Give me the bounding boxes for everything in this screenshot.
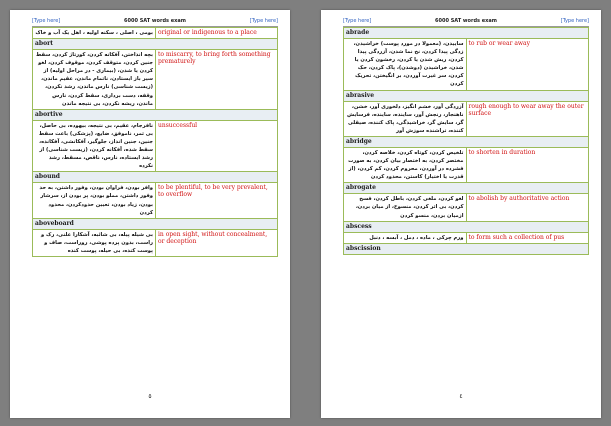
english-definition: original or indigenous to a place (156, 28, 278, 39)
vocab-word: abscission (344, 243, 589, 254)
table-row (344, 101, 589, 136)
page-number: ٤ (459, 393, 463, 400)
table-row (344, 39, 589, 91)
vocab-word: abound (33, 172, 278, 183)
page-header (343, 17, 589, 27)
header-title: 6000 SAT words exam (124, 18, 186, 24)
english-definition: rough enough to wear away the outer surface (466, 101, 589, 136)
vocab-table (343, 27, 589, 255)
vocab-word: abort (33, 39, 278, 50)
table-row (33, 229, 278, 256)
vocab-word: abrogate (344, 183, 589, 194)
table-row (33, 120, 278, 172)
word-row (344, 90, 589, 101)
english-definition: to miscarry, to bring forth something prematurely (156, 50, 278, 110)
word-row (344, 28, 589, 39)
english-definition: in open sight, without concealment, or deception (156, 229, 278, 256)
english-definition: to form such a collection of pus (466, 232, 589, 243)
english-definition: unsuccessful (156, 120, 278, 172)
persian-definition: ساییدن، (معمولا در مورد پوست) خراشیدن، زدگی پیدا کردن، نخ نما شدن، آزردگی پیدا کردن، ریش شدن یا کردن، رخشون کردن یا شدن، خراشیدن (دوشدن)، پاک کردن، حک کردن، سر غیرت آوردن، بر انگیختن، تحریک کردن (344, 39, 467, 91)
word-row (344, 183, 589, 194)
word-row (33, 172, 278, 183)
header-right-placeholder[interactable]: [Type here] (560, 18, 589, 24)
vocab-word: aboveboard (33, 218, 278, 229)
english-definition: to be plentiful, to be very prevalent, to overflow (156, 183, 278, 218)
persian-definition: بی شیله پیله، بی شائبه، آشکارا علنی، رک و راست، بدون پرده پوشی، روراست، صاف و پوست کنده، بی حیله، پوست کنده (33, 229, 156, 256)
document-page-right (321, 10, 601, 418)
page-header (32, 17, 278, 27)
persian-definition: تلخیص کردن، کوتاه کردن، خلاصه کردن، مختصر کردن، به اختصار بیان کردن، به صورت فشرده در آوردن، محروم کردن، کم کردن، (از قدرت یا اختیار) کاستن، محدود کردن (344, 147, 467, 182)
english-definition: to shorten in duration (466, 147, 589, 182)
header-left-placeholder[interactable]: [Type here] (343, 18, 372, 24)
vocab-word: abrasive (344, 90, 589, 101)
persian-definition: نافرجام، عقیم، بی نتیجه، بیهوده، بی حاصل، بی ثمر، ناموفق، ضایع، (پزشکی) باعث سقط جنین، جنین انداز، جلوگیر، آفکانشی، آفکانده، سقط شده، آفکانه کردن، (زیست شناسی) از رشد ایستاده، نارس، ناقص، مسقط، رشد نکرده (33, 120, 156, 172)
persian-definition: بومی ، اصلی ، سکنه اولیه ، اهل یک آب و خاک (33, 28, 156, 39)
vocab-word: abridge (344, 136, 589, 147)
table-row (33, 28, 278, 39)
word-row (344, 221, 589, 232)
header-title: 6000 SAT words exam (435, 18, 497, 24)
persian-definition: وافر بودن، فراوان بودن، وفور داشتن، به حد وفور داشتن، مملو بودن، پر بودن از، سرشار بودن، زیاد بودن، تعیین حدودکردن، محدود کردن (33, 183, 156, 218)
table-row (344, 147, 589, 182)
persian-definition: لغو کردن، ملغی کردن، باطل کردن، فسخ کردن، بی اثر کردن، منسوخ، از میان بردن، ازمیان بردن، منسو کردن (344, 194, 467, 221)
table-row (344, 194, 589, 221)
word-row (344, 136, 589, 147)
word-row (344, 243, 589, 254)
vocab-word: abrade (344, 28, 589, 39)
table-row (33, 183, 278, 218)
persian-definition: ورم چرکی ، ماده ، دمل ، آبسه ، دنبل (344, 232, 467, 243)
word-row (33, 218, 278, 229)
persian-definition: آزردگی آور، خشم انگیز، دلخوری آور، خشن، ناهنجار، رنجش آور، ساینده، ساینده، فرسایش گر، سایش گر، خراشیدگی، پاک کننده، صیقلی کننده، تراشنده سوزش آور (344, 101, 467, 136)
table-row (33, 50, 278, 110)
document-page-left (10, 10, 290, 418)
vocab-word: abortive (33, 109, 278, 120)
page-number: ٥ (148, 393, 152, 400)
vocab-table (32, 27, 278, 257)
english-definition: to rub or wear away (466, 39, 589, 91)
english-definition: to abolish by authoritative action (466, 194, 589, 221)
header-right-placeholder[interactable]: [Type here] (249, 18, 278, 24)
word-row (33, 39, 278, 50)
vocab-word: abscess (344, 221, 589, 232)
header-left-placeholder[interactable]: [Type here] (32, 18, 61, 24)
word-row (33, 109, 278, 120)
table-row (344, 232, 589, 243)
persian-definition: بچه انداختن، آفکانه کردن، کورتاژ کردن، سقط جنین کردن، متوقف کردن، موقوف کردن، لغو کردن یا شدن، (بیماری - در مراحل اولیه) از سیر باز ایستادن، ناتمام ماندن، عقیم ماندن، (زیست شناسی) نارس ماندن، رشد نکردن، وقفه، دست برداری، سقط کردن، نارس ماندن، ریشه نکردن، بی نتیجه ماندن (33, 50, 156, 110)
